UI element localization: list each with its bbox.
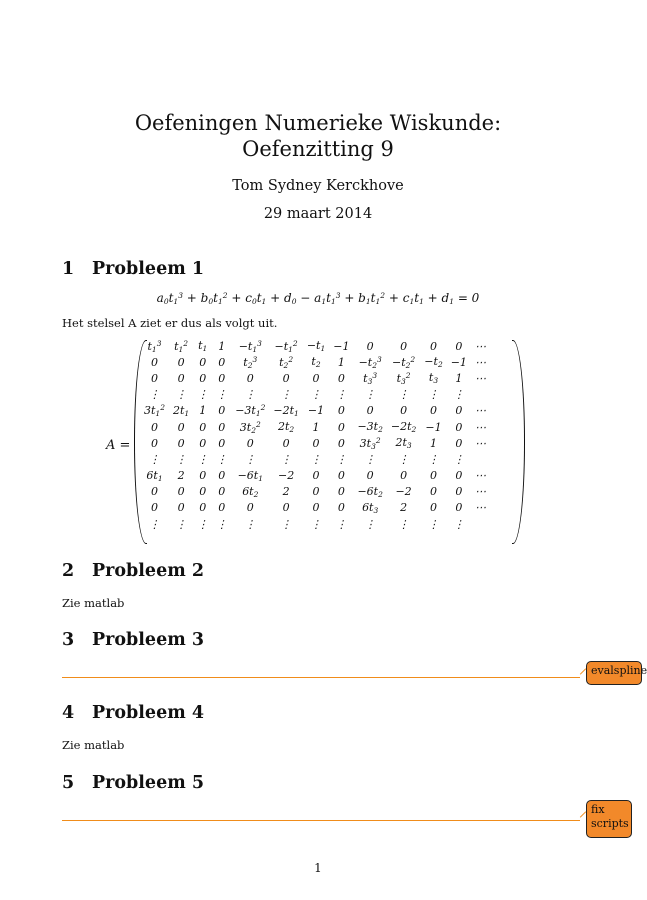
matrix-cell: ⋯ <box>474 420 486 434</box>
matrix-cell: 0 <box>400 339 408 353</box>
matrix-cell: $3t_1^2$ <box>144 403 165 419</box>
matrix-cell: 0 <box>218 501 226 515</box>
matrix-cell: 0 <box>218 436 226 450</box>
matrix-cell: 0 <box>455 339 463 353</box>
matrix-cell: ⋮ <box>398 452 410 466</box>
matrix-cell: 0 <box>337 501 345 515</box>
matrix-cell: 0 <box>312 501 320 515</box>
section-2-body: Zie matlab <box>62 596 125 610</box>
matrix-cell <box>471 387 490 403</box>
section-2-heading <box>62 561 204 581</box>
matrix-cell: 0 <box>218 485 226 499</box>
matrix-cell: 0 <box>455 436 463 450</box>
matrix-cell: ⋯ <box>474 355 486 369</box>
matrix-cell: ⋮ <box>175 388 187 402</box>
title-line-1: Oefeningen Numerieke Wiskunde: <box>134 111 502 135</box>
matrix-row <box>140 516 490 532</box>
matrix-cell: −1 <box>307 404 325 418</box>
matrix-cell: 2 <box>282 485 290 499</box>
matrix-cell: $2t_2$ <box>278 420 295 435</box>
matrix-cell: $6t_1$ <box>146 468 163 483</box>
matrix-cell: $-2t_1$ <box>273 403 299 418</box>
matrix-cell: $3t_3^2$ <box>359 435 381 451</box>
matrix-cell: 1 <box>199 404 207 418</box>
matrix-row <box>140 484 490 500</box>
matrix-cell: $t_3^2$ <box>396 370 411 386</box>
matrix-cell: 0 <box>177 485 185 499</box>
matrix-cell: 0 <box>455 404 463 418</box>
matrix-cell: 0 <box>455 485 463 499</box>
matrix-cell: $2t_3$ <box>395 436 412 451</box>
section-number: 2 <box>62 561 75 581</box>
matrix-cell: 0 <box>177 501 185 515</box>
matrix-cell: ⋮ <box>280 388 292 402</box>
matrix-cell: ⋮ <box>310 452 322 466</box>
matrix-cell: ⋮ <box>335 452 347 466</box>
matrix-cell: 0 <box>366 469 374 483</box>
matrix-cell: ⋮ <box>428 388 439 402</box>
matrix-cell: 0 <box>337 436 345 450</box>
date: 29 maart 2014 <box>263 206 373 222</box>
matrix-cell: 0 <box>312 371 320 385</box>
section-title: Probleem 1 <box>92 259 204 279</box>
matrix-cell: $-t_2$ <box>424 355 443 370</box>
matrix-cell: ⋮ <box>216 452 228 466</box>
matrix-cell: 0 <box>199 501 207 515</box>
matrix-cell: ⋮ <box>197 388 209 402</box>
todo-text: evalspline <box>591 664 647 677</box>
section-title: Probleem 3 <box>92 630 204 650</box>
matrix-cell: 0 <box>150 485 158 499</box>
section-number: 1 <box>62 259 75 279</box>
matrix-cell: 0 <box>199 371 207 385</box>
section-title: Probleem 4 <box>92 703 204 723</box>
section-number: 4 <box>62 703 75 723</box>
matrix-cell: 0 <box>150 420 158 434</box>
matrix-cell: −2 <box>277 469 295 483</box>
matrix-cell: ⋮ <box>398 517 410 531</box>
matrix-row <box>140 370 490 386</box>
matrix-cell: 1 <box>455 371 463 385</box>
matrix-cell: 1 <box>218 339 226 353</box>
matrix-cell: 0 <box>312 485 320 499</box>
matrix-cell: ⋮ <box>364 388 376 402</box>
matrix-cell: ⋯ <box>474 339 486 353</box>
matrix-cell: $-3t_2$ <box>357 420 383 435</box>
matrix-cell: 0 <box>366 339 374 353</box>
section-3-heading <box>62 630 204 650</box>
todo-leader-line <box>62 820 580 821</box>
matrix-row <box>140 435 490 451</box>
matrix-right-paren <box>512 340 525 544</box>
matrix-cell: ⋮ <box>428 452 439 466</box>
matrix-cell: 0 <box>150 371 158 385</box>
spline-equation: $a_0t_1^3 + b_0t_1^2 + c_0t_1 + d_0 - a_1t_1^3 + b_1t_1^2 + c_1t_1 + d_1 = 0$ <box>156 291 480 306</box>
matrix-cell: $t_1^2$ <box>174 338 189 354</box>
matrix-cell: 0 <box>430 501 437 515</box>
matrix-cell <box>471 516 490 532</box>
matrix-cell: ⋮ <box>310 388 322 402</box>
section-title: Probleem 5 <box>92 773 204 793</box>
matrix-cell: 0 <box>312 469 320 483</box>
matrix-cell: 0 <box>455 501 463 515</box>
matrix-cell: 0 <box>282 371 290 385</box>
matrix-cell: $-t_1$ <box>306 339 326 354</box>
todo-text-line-1: fix <box>591 803 605 816</box>
matrix-cell: −1 <box>450 355 467 369</box>
matrix-cell: $t_2$ <box>311 355 321 370</box>
matrix-cell: 0 <box>199 485 207 499</box>
matrix-cell: $-3t_1^2$ <box>235 403 266 419</box>
matrix-cell: $-t_2^3$ <box>358 354 382 370</box>
matrix-cell: 0 <box>177 436 185 450</box>
matrix-cell: 2 <box>400 501 408 515</box>
matrix-cell: 1 <box>312 420 320 434</box>
matrix-cell: $-2t_2$ <box>390 420 417 435</box>
matrix-cell: ⋯ <box>474 501 486 515</box>
matrix-cell: 0 <box>199 355 207 369</box>
matrix-row <box>140 387 490 403</box>
matrix-cell: 0 <box>218 355 226 369</box>
author: Tom Sydney Kerckhove <box>232 178 404 194</box>
matrix-cell: ⋮ <box>280 452 292 466</box>
matrix-cell: $6t_3$ <box>362 500 379 515</box>
matrix-row <box>140 500 490 516</box>
matrix-cell: ⋮ <box>197 452 209 466</box>
section-5-heading <box>62 773 204 793</box>
section-title: Probleem 2 <box>92 561 204 581</box>
matrix-cell: ⋮ <box>280 517 292 531</box>
matrix-cell: $t_1^3$ <box>147 338 162 354</box>
todo-leader-line <box>62 677 580 678</box>
matrix-label: A = <box>106 438 131 453</box>
matrix-cell: 0 <box>218 469 226 483</box>
matrix-cell: 1 <box>337 355 345 369</box>
matrix-row <box>140 354 490 370</box>
matrix-cell: $-t_1^2$ <box>274 338 298 354</box>
matrix-cell: 0 <box>400 469 408 483</box>
page-number: 1 <box>314 861 322 875</box>
matrix-cell: ⋮ <box>175 452 187 466</box>
matrix-row <box>140 338 490 354</box>
matrix-cell: ⋮ <box>398 388 410 402</box>
section-number: 5 <box>62 773 75 793</box>
matrix-cell: −1 <box>333 339 350 353</box>
matrix-cell: 0 <box>218 371 226 385</box>
matrix-cell: 0 <box>246 436 254 450</box>
matrix-cell: $3t_2^2$ <box>239 419 261 435</box>
matrix-row <box>140 468 490 484</box>
section-number: 3 <box>62 630 75 650</box>
todo-note-fix-scripts[interactable] <box>586 800 632 838</box>
matrix-cell: 0 <box>337 485 345 499</box>
matrix-cell: $6t_2$ <box>242 484 259 499</box>
matrix-cell: 0 <box>337 420 345 434</box>
matrix-cell: 0 <box>218 420 226 434</box>
matrix-cell: 2 <box>177 469 185 483</box>
matrix-cell: $-t_1^3$ <box>238 338 262 354</box>
matrix-cell: −2 <box>395 485 412 499</box>
matrix-cell: 0 <box>455 469 463 483</box>
matrix-cell: 0 <box>246 501 254 515</box>
matrix-cell: ⋯ <box>474 436 486 450</box>
todo-note-evalspline[interactable] <box>586 661 647 685</box>
matrix-cell: $t_3$ <box>428 371 439 386</box>
matrix-cell: 0 <box>430 339 437 353</box>
matrix-cell: ⋮ <box>335 388 347 402</box>
matrix-cell: 0 <box>430 485 437 499</box>
matrix-cell: 0 <box>218 404 226 418</box>
matrix-cell: 0 <box>150 501 158 515</box>
matrix-cell: ⋮ <box>216 388 228 402</box>
matrix-cell: ⋯ <box>474 371 486 385</box>
matrix-row <box>140 419 490 435</box>
matrix-row <box>140 403 490 419</box>
matrix-cell: $t_3^3$ <box>363 370 378 386</box>
matrix-cell: 0 <box>337 404 345 418</box>
matrix-cell: ⋮ <box>310 517 322 531</box>
matrix-cell: ⋮ <box>364 452 376 466</box>
matrix-cell: 0 <box>150 355 158 369</box>
matrix-cell: 0 <box>199 436 207 450</box>
system-matrix <box>140 338 490 532</box>
matrix-cell: $t_2^3$ <box>243 354 258 370</box>
matrix-cell: 0 <box>177 371 185 385</box>
matrix-cell: ⋮ <box>453 388 465 402</box>
matrix-cell: ⋮ <box>244 388 256 402</box>
section-1-heading <box>62 259 204 279</box>
section-4-body: Zie matlab <box>62 738 125 752</box>
matrix-cell: 0 <box>246 371 254 385</box>
matrix-cell: 0 <box>199 469 207 483</box>
matrix-cell: 1 <box>430 436 437 450</box>
matrix-cell: $-6t_2$ <box>357 484 383 499</box>
matrix-cell: ⋮ <box>216 517 228 531</box>
todo-text-line-2: scripts <box>591 817 629 830</box>
matrix-intro: Het stelsel A ziet er dus als volgt uit. <box>62 316 278 330</box>
matrix-cell: ⋮ <box>244 452 256 466</box>
matrix-cell: −1 <box>425 420 442 434</box>
matrix-row <box>140 451 490 467</box>
matrix-cell: $t_2^2$ <box>279 354 294 370</box>
matrix-cell: 0 <box>282 436 290 450</box>
matrix-cell: 0 <box>150 436 158 450</box>
matrix-cell: 0 <box>282 501 290 515</box>
matrix-cell: ⋮ <box>453 517 465 531</box>
matrix-cell: $-6t_1$ <box>237 468 263 483</box>
matrix-cell: ⋮ <box>335 517 347 531</box>
matrix-cell: 0 <box>199 420 207 434</box>
matrix-cell <box>471 451 490 467</box>
matrix-cell: 0 <box>177 420 185 434</box>
section-4-heading <box>62 703 204 723</box>
document-title <box>0 110 636 162</box>
matrix-cell: ⋮ <box>148 517 160 531</box>
matrix-cell: 0 <box>177 355 185 369</box>
matrix-cell: 0 <box>337 371 345 385</box>
matrix-cell: 0 <box>430 404 437 418</box>
matrix-cell: ⋮ <box>244 517 256 531</box>
matrix-cell: 0 <box>337 469 345 483</box>
matrix-cell: 0 <box>312 436 320 450</box>
matrix-cell: 0 <box>366 404 374 418</box>
matrix-cell: ⋯ <box>474 404 486 418</box>
title-line-2: Oefenzitting 9 <box>242 137 394 161</box>
matrix-cell: ⋮ <box>453 452 465 466</box>
matrix-cell: ⋮ <box>148 452 160 466</box>
matrix-cell: $t_1$ <box>198 339 208 354</box>
matrix-cell: $2t_1$ <box>172 403 190 418</box>
matrix-cell: 0 <box>400 404 408 418</box>
matrix-cell: ⋮ <box>197 517 209 531</box>
matrix-cell: ⋮ <box>364 517 376 531</box>
matrix-cell: 0 <box>430 469 437 483</box>
matrix-cell: ⋮ <box>148 388 160 402</box>
matrix-cell: ⋮ <box>175 517 187 531</box>
matrix-cell: ⋯ <box>474 485 486 499</box>
matrix-cell: $-t_2^2$ <box>391 354 416 370</box>
matrix-cell: ⋯ <box>474 469 486 483</box>
matrix-cell: 0 <box>455 420 463 434</box>
matrix-cell: ⋮ <box>428 517 439 531</box>
